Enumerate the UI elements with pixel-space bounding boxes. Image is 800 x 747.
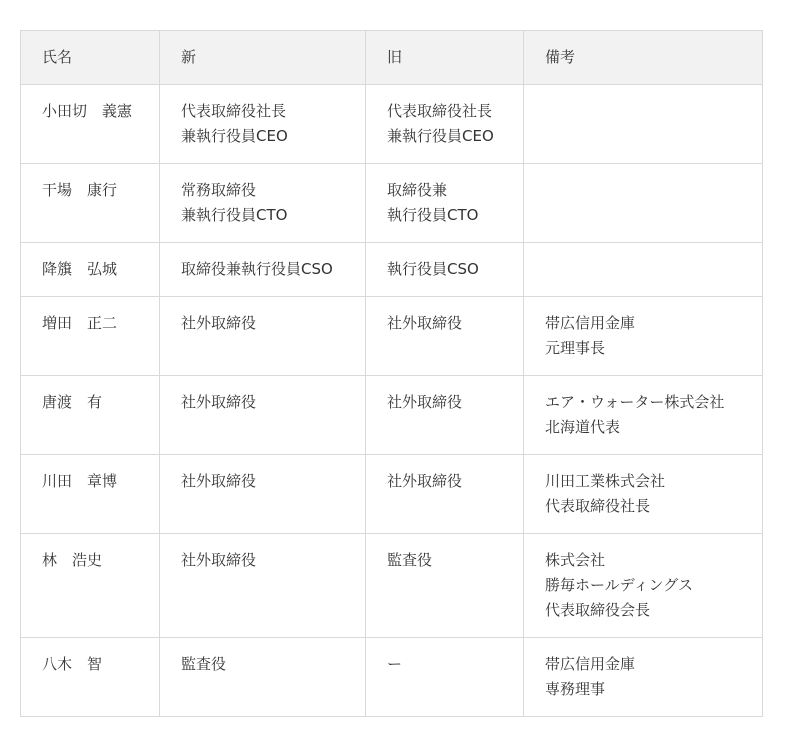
cell-remarks [524, 243, 763, 297]
header-remarks: 備考 [524, 31, 763, 85]
table-row [21, 638, 763, 717]
header-new: 新 [160, 31, 366, 85]
table-header-row [21, 31, 763, 85]
cell-new: 取締役兼執行役員CSO [160, 243, 366, 297]
table-row [21, 243, 763, 297]
cell-remarks: エア・ウォーター株式会社 北海道代表 [524, 376, 763, 455]
cell-name: 干場 康行 [21, 164, 160, 243]
cell-name: 降籏 弘城 [21, 243, 160, 297]
cell-new: 代表取締役社長 兼執行役員CEO [160, 85, 366, 164]
cell-old: 執行役員CSO [366, 243, 524, 297]
cell-new: 社外取締役 [160, 376, 366, 455]
table-row [21, 164, 763, 243]
officer-change-table [20, 30, 763, 717]
cell-old: 取締役兼 執行役員CTO [366, 164, 524, 243]
cell-name: 増田 正二 [21, 297, 160, 376]
table-row [21, 376, 763, 455]
cell-remarks [524, 164, 763, 243]
cell-new: 社外取締役 [160, 534, 366, 638]
cell-new: 社外取締役 [160, 455, 366, 534]
cell-remarks [524, 85, 763, 164]
table-row [21, 297, 763, 376]
cell-remarks: 帯広信用金庫 元理事長 [524, 297, 763, 376]
cell-remarks: 川田工業株式会社 代表取締役社長 [524, 455, 763, 534]
header-name: 氏名 [21, 31, 160, 85]
cell-new: 社外取締役 [160, 297, 366, 376]
cell-new: 常務取締役 兼執行役員CTO [160, 164, 366, 243]
officer-table-container [20, 30, 763, 717]
cell-remarks: 株式会社 勝毎ホールディングス 代表取締役会長 [524, 534, 763, 638]
cell-old: 監査役 [366, 534, 524, 638]
cell-remarks: 帯広信用金庫 専務理事 [524, 638, 763, 717]
cell-old: ー [366, 638, 524, 717]
table-row [21, 85, 763, 164]
cell-old: 社外取締役 [366, 297, 524, 376]
cell-name: 林 浩史 [21, 534, 160, 638]
cell-old: 代表取締役社長 兼執行役員CEO [366, 85, 524, 164]
cell-old: 社外取締役 [366, 455, 524, 534]
cell-name: 川田 章博 [21, 455, 160, 534]
table-row [21, 455, 763, 534]
cell-name: 小田切 義憲 [21, 85, 160, 164]
header-old: 旧 [366, 31, 524, 85]
table-row [21, 534, 763, 638]
cell-name: 唐渡 有 [21, 376, 160, 455]
cell-new: 監査役 [160, 638, 366, 717]
cell-old: 社外取締役 [366, 376, 524, 455]
cell-name: 八木 智 [21, 638, 160, 717]
